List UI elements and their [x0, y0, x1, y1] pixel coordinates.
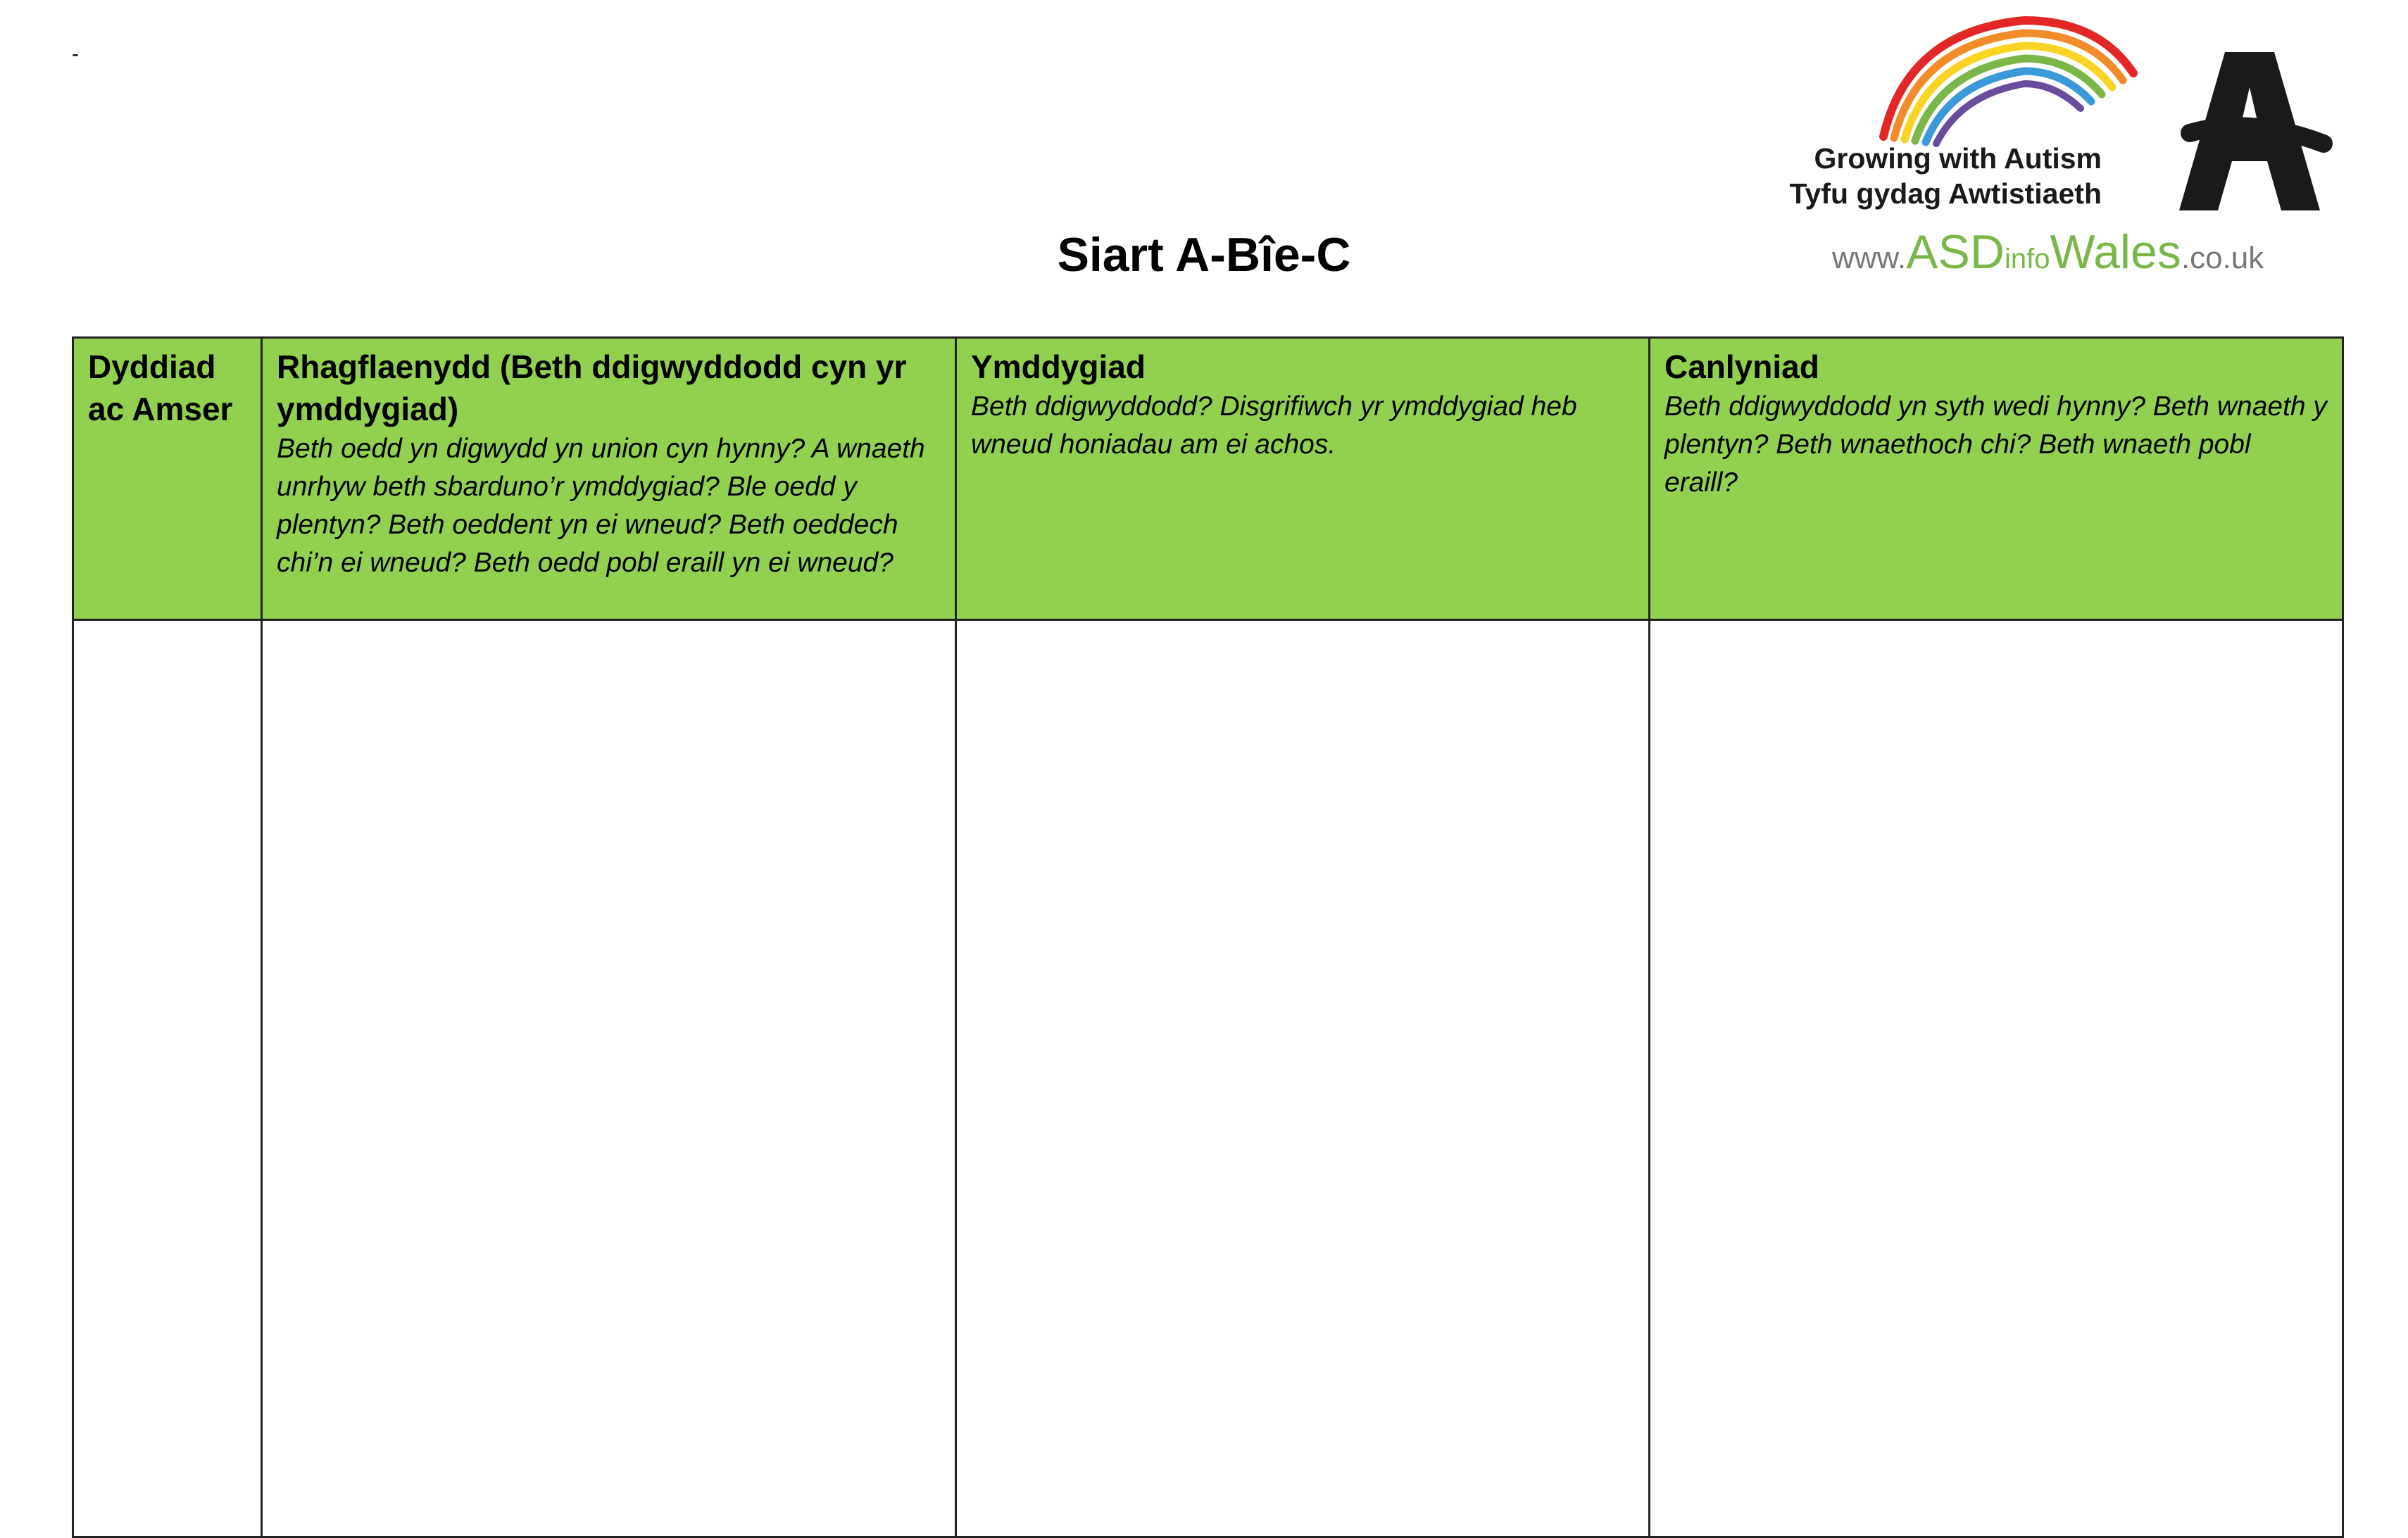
page-title: Siart A-Bîe-C	[1057, 228, 1351, 282]
logo-line-2: Tyfu gydag Awtistiaeth	[1789, 177, 2102, 210]
table-header-row	[73, 338, 2343, 620]
cell-date-time[interactable]	[73, 620, 262, 1537]
header-behaviour-description: Beth ddigwyddodd? Disgrifiwch yr ymddygiad heb wneud honiadau am ei achos.	[971, 391, 1577, 460]
header-date-time	[73, 338, 262, 620]
header-consequence-description: Beth ddigwyddodd yn syth wedi hynny? Beth wnaeth y plentyn? Beth wnaethoch chi? Beth wnaeth pobl eraill?	[1664, 391, 2327, 498]
table-row	[73, 620, 2343, 1537]
header-behaviour-title: Ymddygiad	[971, 348, 1146, 385]
logo-url: www.ASDinfoWales.co.uk	[1832, 225, 2264, 279]
header-behaviour	[956, 338, 1650, 620]
header-consequence	[1650, 338, 2343, 620]
rainbow-arc-icon	[1883, 20, 2133, 144]
page-corner-mark: -	[72, 42, 79, 65]
header-consequence-title: Canlyniad	[1664, 348, 1819, 385]
header-antecedent-description: Beth oedd yn digwydd yn union cyn hynny? A wnaeth unrhyw beth sbarduno’r ymddygiad? Ble oedd y plentyn? Beth oeddent yn ei wneud? Beth oeddech chi’n ei wneud? Beth oedd pobl eraill yn ei wneud?	[277, 434, 925, 578]
abc-chart-table	[72, 336, 2327, 1477]
cell-behaviour[interactable]	[956, 620, 1650, 1537]
header-antecedent-title: Rhagflaenydd (Beth ddigwyddodd cyn yr ymddygiad)	[277, 348, 907, 427]
letter-a-icon	[2179, 52, 2324, 210]
logo-line-1: Growing with Autism	[1814, 142, 2102, 175]
header-date-time-title: Dyddiad ac Amser	[88, 348, 233, 427]
cell-antecedent[interactable]	[262, 620, 956, 1537]
cell-consequence[interactable]	[1650, 620, 2343, 1537]
header-antecedent	[262, 338, 956, 620]
